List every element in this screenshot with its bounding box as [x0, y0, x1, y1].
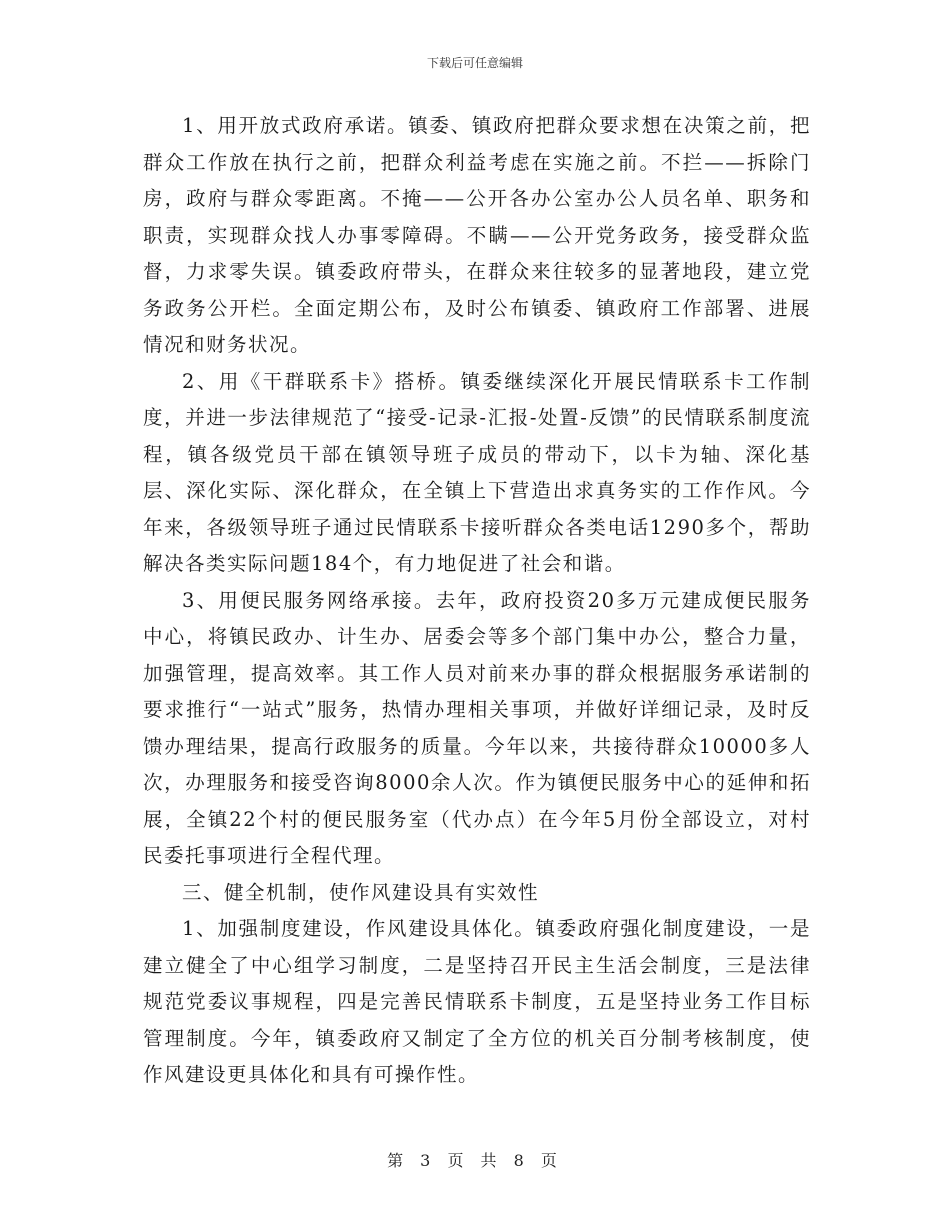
section-heading: 三、健全机制，使作风建设具有实效性 — [182, 880, 540, 904]
paragraph-2: 2、用《干群联系卡》搭桥。镇委继续深化开展民情联系卡工作制度，并进一步法律规范了“接受-记录-汇报-处置-反馈”的民情联系制度流程，镇各级党员干部在镇领导班子成员的带动下，以卡为轴、深化基层、深化实际、深化群众，在全镇上下营造出求真务实的工作作风。今年来，各级领导班子通过民情联系卡接听群众各类电话1290多个，帮助解决各类实际问题184个，有力地促进了社会和谐。 — [143, 369, 811, 575]
page-footer: 第 3 页 共 8 页 — [387, 1151, 563, 1170]
paragraph-3: 3、用便民服务网络承接。去年，政府投资20多万元建成便民服务中心，将镇民政办、计生办、居委会等多个部门集中办公，整合力量，加强管理，提高效率。其工作人员对前来办事的群众根据服务承诺制的要求推行“一站式”服务，热情办理相关事项，并做好详细记录，及时反馈办理结果，提高行政服务的质量。今年以来，共接待群众10000多人次，办理服务和接受咨询8000余人次。作为镇便民服务中心的延伸和拓展，全镇22个村的便民服务室（代办点）在今年5月份全部设立，对村民委托事项进行全程代理。 — [143, 588, 811, 867]
paragraph-1: 1、用开放式政府承诺。镇委、镇政府把群众要求想在决策之前，把群众工作放在执行之前，把群众利益考虑在实施之前。不拦——拆除门房，政府与群众零距离。不掩——公开各办公室办公人员名单、职务和职责，实现群众找人办事零障碍。不瞒——公开党务政务，接受群众监督，力求零失误。镇委政府带头，在群众来往较多的显著地段，建立党务政务公开栏。全面定期公布，及时公布镇委、镇政府工作部署、进展情况和财务状况。 — [143, 114, 811, 356]
paragraph-4: 1、加强制度建设，作风建设具体化。镇委政府强化制度建设，一是建立健全了中心组学习制度，二是坚持召开民主生活会制度，三是法律规范党委议事规程，四是完善民情联系卡制度，五是坚持业务工作目标管理制度。今年，镇委政府又制定了全方位的机关百分制考核制度，使作风建设更具体化和具有可操作性。 — [143, 917, 811, 1086]
document-body — [143, 108, 811, 1094]
page-header: 下载后可任意编辑 — [426, 56, 523, 70]
